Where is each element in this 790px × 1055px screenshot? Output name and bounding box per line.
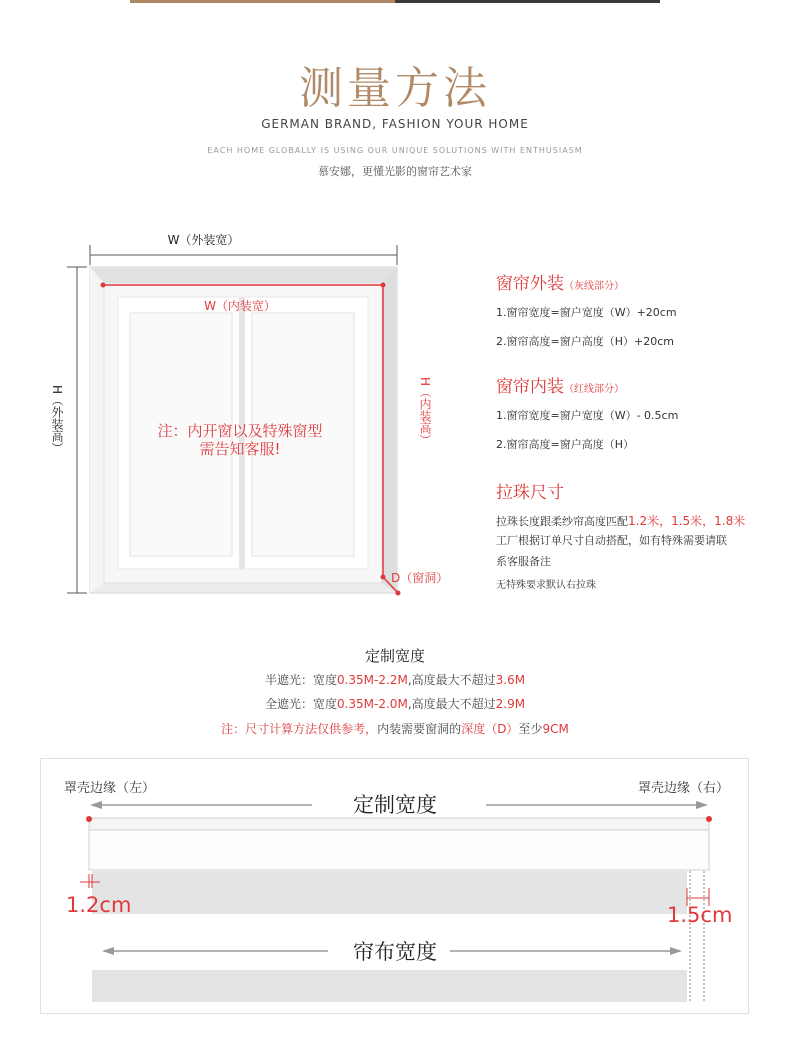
measurement-note	[0, 720, 790, 737]
note-prefix: 注：尺寸计算方法仅供参考，	[221, 722, 378, 736]
depth-label: D（窗洞）	[391, 571, 449, 585]
semi-blackout-label: 半遮光：宽度	[264, 673, 337, 687]
full-blackout-height: 2.9M	[495, 697, 526, 711]
page-title: 测量方法	[299, 63, 491, 114]
bead-chain-title: 拉珠尺寸	[496, 483, 564, 503]
inner-width-label: W（内装宽）	[204, 299, 276, 313]
note-mid: 内装需要窗洞的	[377, 722, 462, 736]
semi-blackout-width: 0.35M-2.2M	[336, 673, 408, 687]
semi-blackout-height: 3.6M	[495, 673, 526, 687]
bead-chain-line1	[496, 512, 745, 529]
tagline-chinese: 慕安娜，更懂光影的窗帘艺术家	[318, 165, 472, 178]
bead-chain-lengths: 1.2米，1.5米，1.8米	[628, 514, 746, 528]
window-note-line2: 需告知客服!	[199, 440, 281, 458]
housing-left-edge-label: 罩壳边缘（左）	[64, 781, 156, 796]
housing-width-label: 定制宽度	[353, 793, 437, 817]
outer-width-label: W（外装宽）	[167, 233, 240, 247]
outer-height-label: H（外装高）	[50, 385, 64, 455]
housing-top	[89, 818, 709, 830]
semi-blackout-mid: ,高度最大不超过	[407, 673, 496, 687]
bead-chain-line2: 工厂根据订单尺寸自动搭配，如有特殊需要请联	[496, 534, 727, 547]
semi-blackout-spec	[0, 671, 790, 688]
outer-install-heading	[496, 269, 624, 294]
inner-height-label: H（内装高）	[418, 377, 432, 447]
full-blackout-width: 0.35M-2.0M	[336, 697, 408, 711]
full-blackout-spec	[0, 695, 790, 712]
fabric-bottom-panel	[92, 970, 687, 1002]
brand-subtitle: GERMAN BRAND, FASHION YOUR HOME	[261, 117, 529, 131]
housing-right-edge-label: 罩壳边缘（右）	[638, 781, 730, 796]
tagline-english: EACH HOME GLOBALLY IS USING OUR UNIQUE SOLUTIONS WITH ENTHUSIASM	[207, 146, 583, 155]
fabric-top-panel	[92, 871, 687, 914]
outer-install-note: （灰线部分）	[564, 281, 624, 292]
top-accent-bar-dark	[395, 0, 660, 3]
bead-chain-line3: 系客服备注	[496, 555, 551, 568]
right-gap-label: 1.5cm	[667, 903, 733, 927]
outer-install-item1: 1.窗帘宽度=窗户宽度（W）+20cm	[496, 306, 677, 319]
full-blackout-mid: ,高度最大不超过	[407, 697, 496, 711]
window-note-line1: 注：内开窗以及特殊窗型	[157, 422, 323, 440]
full-blackout-label: 全遮光：宽度	[264, 697, 337, 711]
housing-body	[89, 830, 709, 870]
inner-install-item2: 2.窗帘高度=窗户高度（H）	[496, 438, 634, 451]
note-min-depth: 9CM	[542, 722, 569, 736]
bead-chain-line1-text: 拉珠长度跟柔纱帘高度匹配	[496, 515, 628, 528]
inner-install-item1: 1.窗帘宽度=窗户宽度（W）- 0.5cm	[496, 409, 679, 422]
inner-install-title: 窗帘内装	[496, 377, 564, 397]
note-depth: 深度（D）	[461, 722, 519, 736]
inner-install-note: （红线部分）	[564, 384, 624, 395]
inner-install-heading	[496, 372, 624, 397]
custom-width-title: 定制宽度	[364, 647, 425, 665]
outer-install-item2: 2.窗帘高度=窗户高度（H）+20cm	[496, 335, 674, 348]
fabric-width-label: 帘布宽度	[353, 940, 437, 964]
note-mid2: 至少	[518, 722, 543, 736]
top-accent-bar-brown	[130, 0, 395, 3]
left-gap-label: 1.2cm	[66, 893, 132, 917]
bead-chain-line4: 无特殊要求默认右拉珠	[496, 580, 596, 591]
outer-install-title: 窗帘外装	[496, 274, 564, 294]
